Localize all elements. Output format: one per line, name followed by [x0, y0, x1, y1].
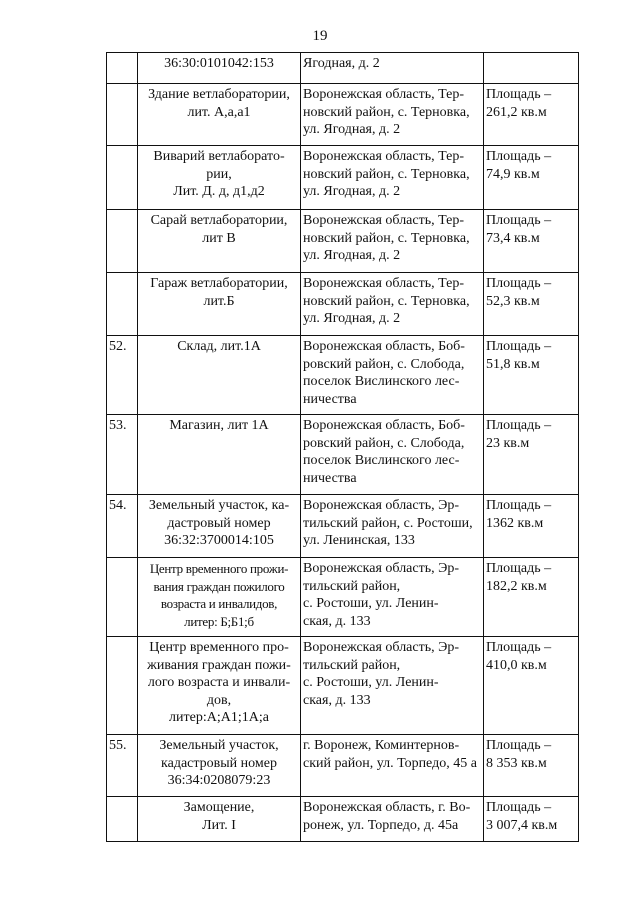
area: Площадь – 52,3 кв.м: [486, 276, 552, 309]
object-name-cell: [138, 637, 301, 735]
address: Воронежская область, Боб- ровский район, с. Слобода, поселок Вислинского лес- ничества: [303, 418, 465, 486]
address: Ягодная, д. 2: [303, 56, 380, 71]
row-number-cell: [107, 84, 138, 146]
area-cell: [484, 210, 579, 273]
area: Площадь – 261,2 кв.м: [486, 87, 552, 120]
table-row: [107, 273, 579, 336]
object-name-cell: [138, 495, 301, 558]
address-cell: [301, 797, 484, 842]
table-row: [107, 336, 579, 415]
object-name: Магазин, лит 1А: [169, 418, 269, 433]
area: Площадь – 8 353 кв.м: [486, 738, 552, 771]
address-cell: [301, 558, 484, 637]
row-number-cell: [107, 336, 138, 415]
area: Площадь – 410,0 кв.м: [486, 640, 552, 673]
object-name-cell: [138, 273, 301, 336]
object-name: Центр временного прожи- вания граждан пожилого возраста и инвалидов, литер: Б;Б1;б: [149, 561, 289, 629]
row-number-cell: [107, 558, 138, 637]
address: Воронежская область, г. Во- ронеж, ул. Торпедо, д. 45а: [303, 800, 471, 833]
object-name: Склад, лит.1А: [177, 339, 261, 354]
object-name: Замощение, Лит. I: [183, 800, 255, 833]
address-cell: [301, 495, 484, 558]
row-number: 53.: [109, 418, 127, 433]
object-name-cell: [138, 415, 301, 495]
row-number: 55.: [109, 738, 127, 753]
table-row: [107, 637, 579, 735]
area: Площадь – 1362 кв.м: [486, 498, 552, 531]
area-cell: [484, 495, 579, 558]
row-number-cell: [107, 495, 138, 558]
row-number-cell: [107, 415, 138, 495]
area-cell: [484, 415, 579, 495]
row-number-cell: [107, 273, 138, 336]
row-number-cell: [107, 146, 138, 210]
object-name-cell: [138, 558, 301, 637]
page-number: 19: [312, 28, 328, 44]
object-name-cell: [138, 84, 301, 146]
address-cell: [301, 637, 484, 735]
table-row: [107, 53, 579, 84]
area: Площадь – 182,2 кв.м: [486, 561, 552, 594]
address: Воронежская область, Эр- тильский район, с. Ростоши, ул. Ленин- ская, д. 133: [303, 561, 460, 629]
object-name: Гараж ветлаборатории, лит.Б: [150, 276, 288, 309]
table-row: [107, 415, 579, 495]
object-name-cell: [138, 146, 301, 210]
area-cell: [484, 797, 579, 842]
object-name: Земельный участок, кадастровый номер 36:34:0208079:23: [159, 738, 279, 788]
area-cell: [484, 273, 579, 336]
address: Воронежская область, Эр- тильский район, с. Ростоши, ул. Ленин- ская, д. 133: [303, 640, 460, 708]
address: Воронежская область, Тер- новский район, с. Терновка, ул. Ягодная, д. 2: [303, 213, 470, 263]
object-name-cell: [138, 53, 301, 84]
address: Воронежская область, Тер- новский район, с. Терновка, ул. Ягодная, д. 2: [303, 149, 470, 199]
address-cell: [301, 210, 484, 273]
area-cell: [484, 637, 579, 735]
area-cell: [484, 735, 579, 797]
table-row: [107, 558, 579, 637]
table-row: [107, 146, 579, 210]
object-name-cell: [138, 735, 301, 797]
row-number-cell: [107, 53, 138, 84]
table-row: [107, 797, 579, 842]
object-name: Земельный участок, ка- дастровый номер 36:32:3700014:105: [148, 498, 290, 548]
table-row: [107, 495, 579, 558]
address-cell: [301, 84, 484, 146]
object-name-cell: [138, 336, 301, 415]
table-row: [107, 210, 579, 273]
object-name-cell: [138, 797, 301, 842]
area-cell: [484, 336, 579, 415]
area-cell: [484, 84, 579, 146]
address: г. Воронеж, Коминтернов- ский район, ул. Торпедо, 45 а: [303, 738, 477, 771]
area: Площадь – 23 кв.м: [486, 418, 552, 451]
address: Воронежская область, Тер- новский район, с. Терновка, ул. Ягодная, д. 2: [303, 87, 470, 137]
area-cell: [484, 558, 579, 637]
address: Воронежская область, Тер- новский район, с. Терновка, ул. Ягодная, д. 2: [303, 276, 470, 326]
address: Воронежская область, Боб- ровский район, с. Слобода, поселок Вислинского лес- ничества: [303, 339, 465, 407]
address-cell: [301, 735, 484, 797]
table-row: [107, 84, 579, 146]
row-number-cell: [107, 735, 138, 797]
address-cell: [301, 273, 484, 336]
address-cell: [301, 146, 484, 210]
row-number: 52.: [109, 339, 127, 354]
object-name: Центр временного про- живания граждан пожи- лого возраста и инвали- дов, литер:А;А1;1А;а: [147, 640, 291, 725]
object-name: Виварий ветлаборато- рии, Лит. Д. д, д1,д2: [153, 149, 285, 199]
area-cell: [484, 146, 579, 210]
address-cell: [301, 415, 484, 495]
row-number-cell: [107, 637, 138, 735]
row-number-cell: [107, 797, 138, 842]
object-name: Здание ветлаборатории, лит. А,а,а1: [148, 87, 290, 120]
address: Воронежская область, Эр- тильский район, с. Ростоши, ул. Ленинская, 133: [303, 498, 473, 548]
area: Площадь – 51,8 кв.м: [486, 339, 552, 372]
object-name: Сарай ветлаборатории, лит В: [150, 213, 288, 246]
area-cell: [484, 53, 579, 84]
address-cell: [301, 336, 484, 415]
row-number: 54.: [109, 498, 127, 513]
area: Площадь – 3 007,4 кв.м: [486, 800, 558, 833]
area: Площадь – 74,9 кв.м: [486, 149, 552, 182]
object-name: 36:30:0101042:153: [164, 56, 274, 71]
row-number-cell: [107, 210, 138, 273]
object-name-cell: [138, 210, 301, 273]
address-cell: [301, 53, 484, 84]
table-row: [107, 735, 579, 797]
area: Площадь – 73,4 кв.м: [486, 213, 552, 246]
property-registry-table: [106, 52, 579, 842]
